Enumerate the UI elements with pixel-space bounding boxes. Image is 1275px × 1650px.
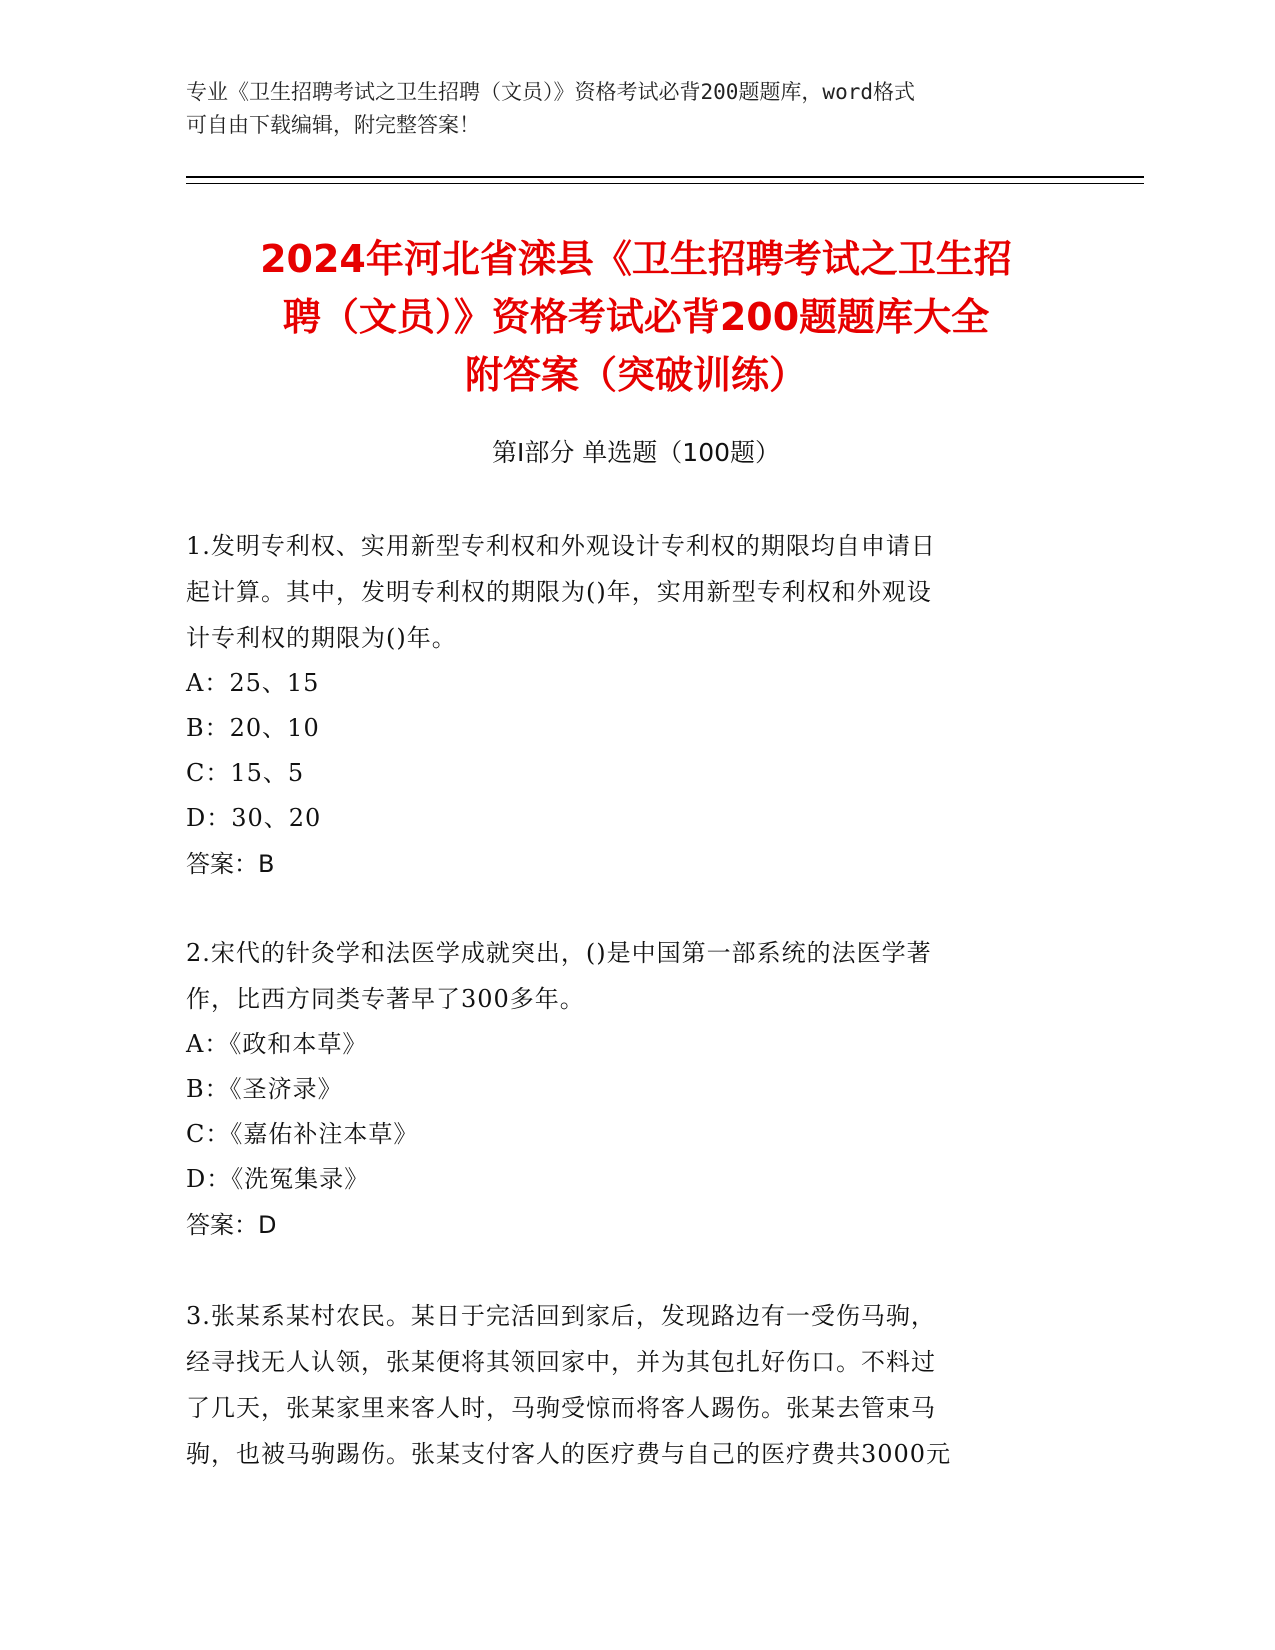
question-text-line: 计专利权的期限为()年。 bbox=[186, 624, 457, 652]
answer: 答案：D bbox=[186, 1211, 277, 1239]
answer: 答案：B bbox=[186, 850, 275, 878]
option-b: B：《圣济录》 bbox=[186, 1075, 343, 1103]
header-divider bbox=[186, 176, 1144, 178]
document-title bbox=[186, 230, 1086, 404]
header-note-line: 专业《卫生招聘考试之卫生招聘（文员）》资格考试必背200题题库，word格式 bbox=[186, 80, 915, 104]
option-d: D：30、20 bbox=[186, 804, 322, 832]
question-text-line: 1.发明专利权、实用新型专利权和外观设计专利权的期限均自申请日 bbox=[186, 532, 936, 560]
question-3 bbox=[186, 1293, 1066, 1477]
option-c: C：15、5 bbox=[186, 759, 305, 787]
title-line: 附答案（突破训练） bbox=[464, 353, 807, 397]
question-text-line: 起计算。其中，发明专利权的期限为()年，实用新型专利权和外观设 bbox=[186, 578, 932, 606]
option-d: D：《洗冤集录》 bbox=[186, 1165, 370, 1193]
header-note-line: 可自由下载编辑，附完整答案！ bbox=[186, 113, 480, 137]
question-text-line: 2.宋代的针灸学和法医学成就突出，()是中国第一部系统的法医学著 bbox=[186, 939, 932, 967]
question-2 bbox=[186, 930, 1066, 1248]
section-title: 第Ⅰ部分 单选题（100题） bbox=[491, 438, 781, 467]
title-line: 2024年河北省滦县《卫生招聘考试之卫生招 bbox=[260, 237, 1012, 281]
question-text-line: 作，比西方同类专著早了300多年。 bbox=[186, 985, 585, 1013]
option-a: A：《政和本草》 bbox=[186, 1030, 368, 1058]
question-text-line: 了几天，张某家里来客人时，马驹受惊而将客人踢伤。张某去管束马 bbox=[186, 1394, 936, 1422]
option-c: C：《嘉佑补注本草》 bbox=[186, 1120, 419, 1148]
question-1 bbox=[186, 523, 1066, 887]
title-line: 聘（文员）》资格考试必背200题题库大全 bbox=[282, 295, 990, 339]
question-text-line: 3.张某系某村农民。某日于完活回到家后，发现路边有一受伤马驹， bbox=[186, 1302, 936, 1330]
header-note bbox=[186, 76, 1086, 142]
option-b: B：20、10 bbox=[186, 714, 320, 742]
option-a: A：25、15 bbox=[186, 669, 320, 697]
question-text-line: 驹，也被马驹踢伤。张某支付客人的医疗费与自己的医疗费共3000元 bbox=[186, 1440, 952, 1468]
header-divider-thin bbox=[186, 183, 1144, 184]
question-text-line: 经寻找无人认领，张某便将其领回家中，并为其包扎好伤口。不料过 bbox=[186, 1348, 936, 1376]
